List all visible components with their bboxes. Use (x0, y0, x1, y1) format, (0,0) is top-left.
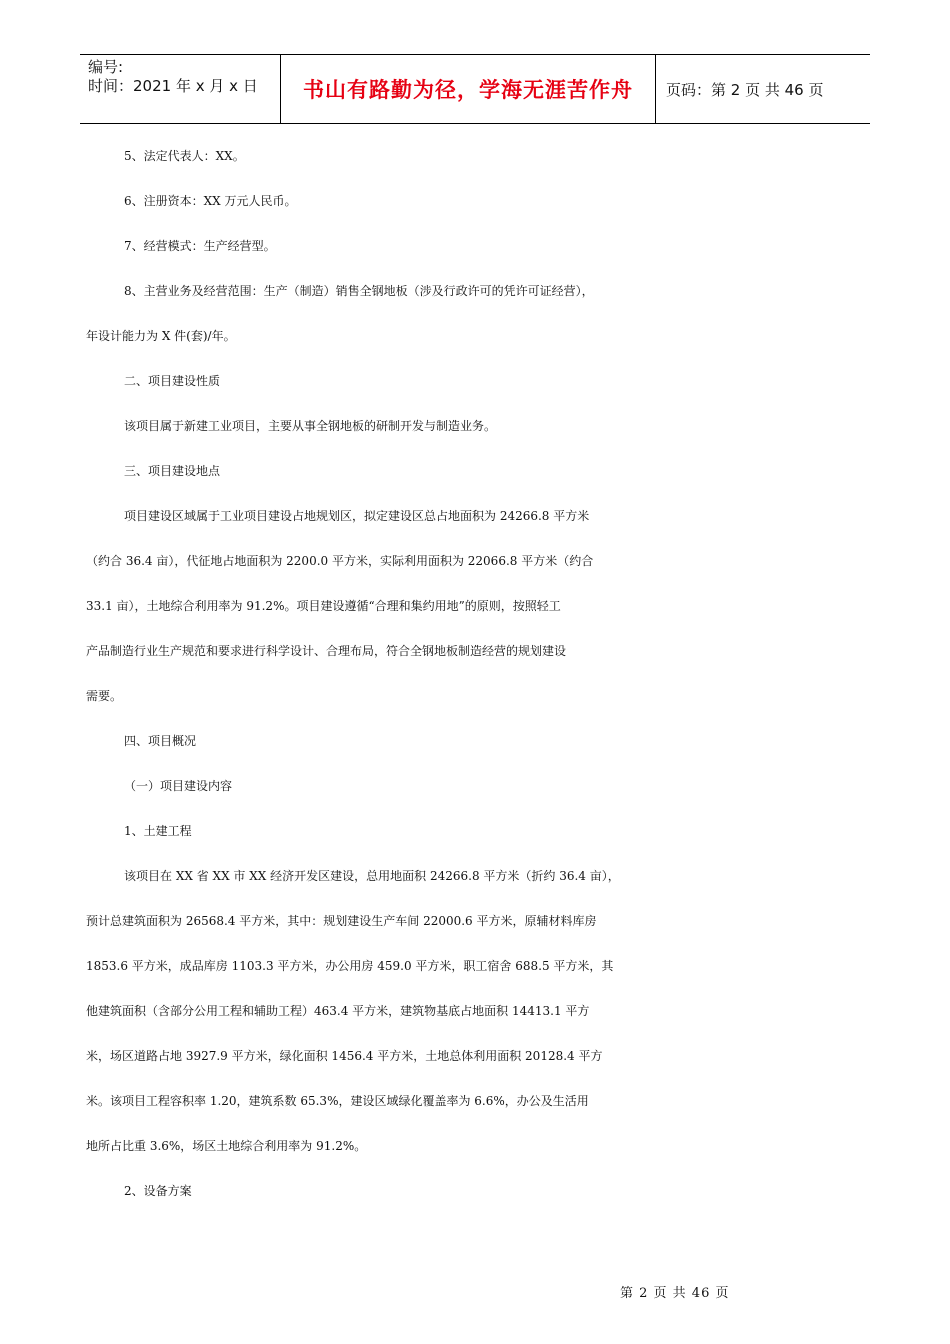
body-line: 需要。 (86, 689, 123, 703)
body-line: 该项目在 XX 省 XX 市 XX 经济开发区建设，总用地面积 24266.8 平方米（折约 36.4 亩）， (124, 869, 620, 883)
body-line: 5、法定代表人：XX。 (124, 149, 245, 163)
section-heading: 二、项目建设性质 (124, 374, 221, 388)
body-line: 预计总建筑面积为 26568.4 平方米，其中：规划建设生产车间 22000.6 平方米，原辅材料库房 (86, 914, 597, 928)
header-page-number: 页码：第 2 页 共 46 页 (666, 80, 824, 99)
body-line: 8、主营业务及经营范围：生产（制造）销售全钢地板（涉及行政许可的凭许可证经营）， (124, 284, 594, 298)
body-line: 地所占比重 3.6%，场区土地综合利用率为 91.2%。 (86, 1139, 367, 1153)
header-meta (80, 55, 280, 123)
body-line: 他建筑面积（含部分公用工程和辅助工程）463.4 平方米，建筑物基底占地面积 14413.1 平方 (86, 1004, 590, 1018)
body-line: 米，场区道路占地 3927.9 平方米，绿化面积 1456.4 平方米，土地总体利用面积 20128.4 平方 (86, 1049, 603, 1063)
body-line: 产品制造行业生产规范和要求进行科学设计、合理布局，符合全钢地板制造经营的规划建设 (86, 644, 567, 658)
body-line: 该项目属于新建工业项目，主要从事全钢地板的研制开发与制造业务。 (124, 419, 497, 433)
subsection-heading: 1、土建工程 (124, 824, 192, 838)
body-line: 6、注册资本：XX 万元人民币。 (124, 194, 297, 208)
section-heading: 三、项目建设地点 (124, 464, 221, 478)
body-line: 33.1 亩），土地综合利用率为 91.2%。项目建设遵循“合理和集约用地”的原则，按照轻工 (86, 599, 561, 613)
document-number-label: 编号: (88, 58, 124, 76)
section-heading: 四、项目概况 (124, 734, 197, 748)
body-line: 1853.6 平方米，成品库房 1103.3 平方米，办公用房 459.0 平方米，职工宿舍 688.5 平方米，其 (86, 959, 614, 973)
page-header (80, 54, 870, 124)
body-line: 米。该项目工程容积率 1.20，建筑系数 65.3%，建设区域绿化覆盖率为 6.6%，办公及生活用 (86, 1094, 589, 1108)
subsection-heading: 2、设备方案 (124, 1184, 192, 1198)
body-line: 年设计能力为 X 件(套)/年。 (86, 329, 236, 343)
page-footer: 第 2 页 共 46 页 (620, 1286, 730, 1301)
header-motto: 书山有路勤为径，学海无涯苦作舟 (280, 55, 656, 123)
subsection-heading: （一）项目建设内容 (124, 779, 233, 793)
document-body (86, 134, 876, 1214)
document-time-label: 时间：2021 年 x 月 x 日 (88, 77, 258, 95)
body-line: 项目建设区域属于工业项目建设占地规划区，拟定建设区总占地面积为 24266.8 平方米 (124, 509, 590, 523)
body-line: 7、经营模式：生产经营型。 (124, 239, 276, 253)
body-line: （约合 36.4 亩），代征地占地面积为 2200.0 平方米，实际利用面积为 22066.8 平方米（约合 (86, 554, 594, 568)
